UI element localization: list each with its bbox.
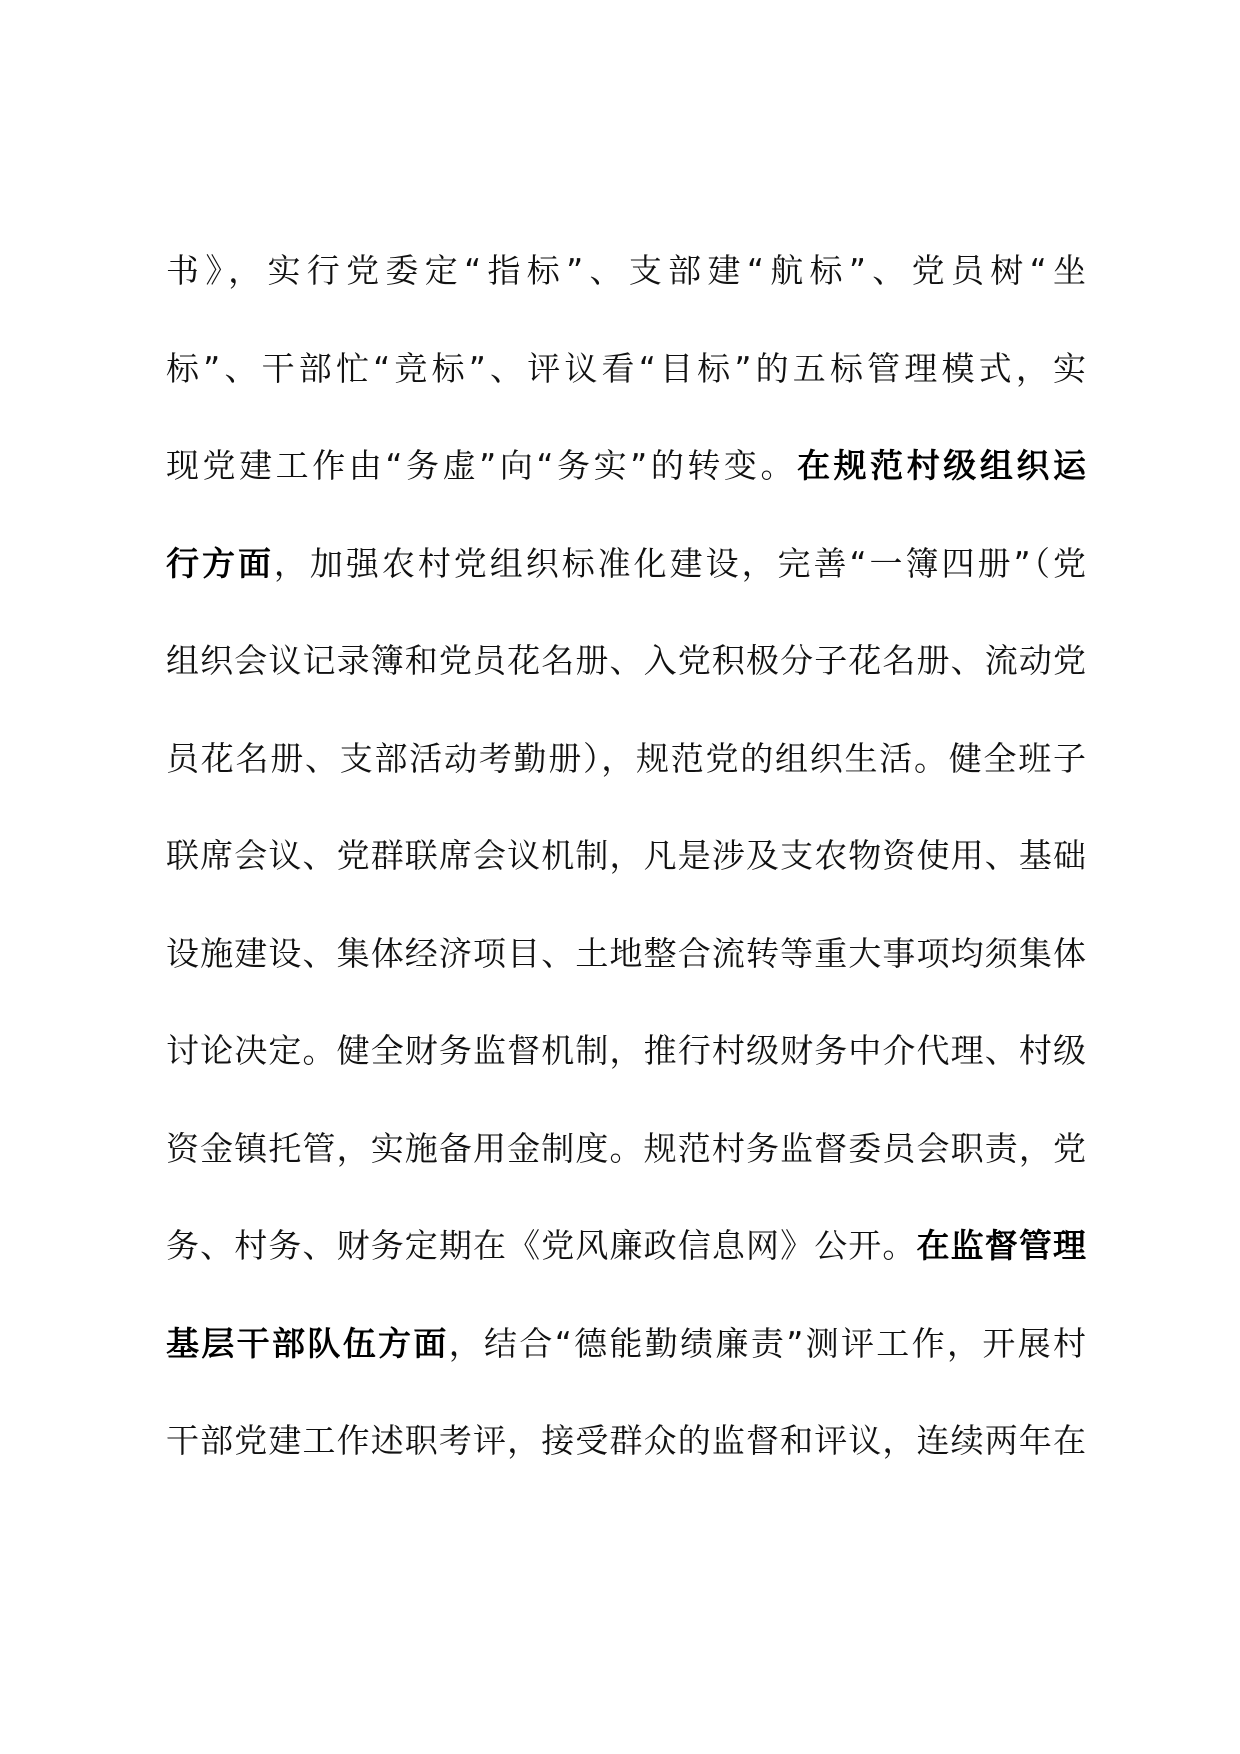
text-line bbox=[166, 821, 1086, 919]
text-line bbox=[166, 724, 1086, 822]
text-line bbox=[166, 334, 1086, 432]
text-segment: 干部党建工作述职考评，接受群众的监督和评议，连续两年在 bbox=[166, 1421, 1086, 1460]
text-line bbox=[166, 236, 1086, 334]
text-segment: 联席会议、党群联席会议机制，凡是涉及支农物资使用、基础 bbox=[166, 836, 1086, 875]
text-line bbox=[166, 919, 1086, 1017]
text-line bbox=[166, 1114, 1086, 1212]
text-line bbox=[166, 1016, 1086, 1114]
text-line bbox=[166, 529, 1086, 627]
bold-heading-text: 在规范村级组织运 bbox=[797, 446, 1086, 485]
text-line bbox=[166, 431, 1086, 529]
text-line bbox=[166, 1406, 1086, 1504]
text-segment: 书》，实行党委定“指标”、支部建“航标”、党员树“坐 bbox=[166, 251, 1086, 290]
text-segment: 组织会议记录簿和党员花名册、入党积极分子花名册、流动党 bbox=[166, 641, 1086, 680]
bold-heading-text: 基层干部队伍方面 bbox=[166, 1323, 449, 1363]
text-segment: 务、村务、财务定期在《党风廉政信息网》公开。 bbox=[166, 1226, 917, 1265]
text-segment: ，加强农村党组织标准化建设，完善“一簿四册”（党 bbox=[273, 543, 1086, 583]
text-line bbox=[166, 1309, 1086, 1407]
text-segment: 资金镇托管，实施备用金制度。规范村务监督委员会职责，党 bbox=[166, 1128, 1086, 1168]
text-line bbox=[166, 1211, 1086, 1309]
text-segment: 员花名册、支部活动考勤册），规范党的组织生活。健全班子 bbox=[166, 738, 1086, 778]
text-segment: 讨论决定。健全财务监督机制，推行村级财务中介代理、村级 bbox=[166, 1031, 1086, 1070]
body-paragraph bbox=[166, 236, 1086, 1504]
text-segment: ，结合“德能勤绩廉责”测评工作，开展村 bbox=[448, 1323, 1087, 1363]
text-line bbox=[166, 626, 1086, 724]
bold-heading-text: 在监督管理 bbox=[916, 1226, 1087, 1265]
text-segment: 设施建设、集体经济项目、土地整合流转等重大事项均须集体 bbox=[166, 933, 1086, 973]
bold-heading-text: 行方面 bbox=[166, 543, 274, 583]
text-segment: 现党建工作由“务虚”向“务实”的转变。 bbox=[166, 446, 798, 485]
text-segment: 标”、干部忙“竞标”、评议看“目标”的五标管理模式，实 bbox=[166, 348, 1086, 388]
